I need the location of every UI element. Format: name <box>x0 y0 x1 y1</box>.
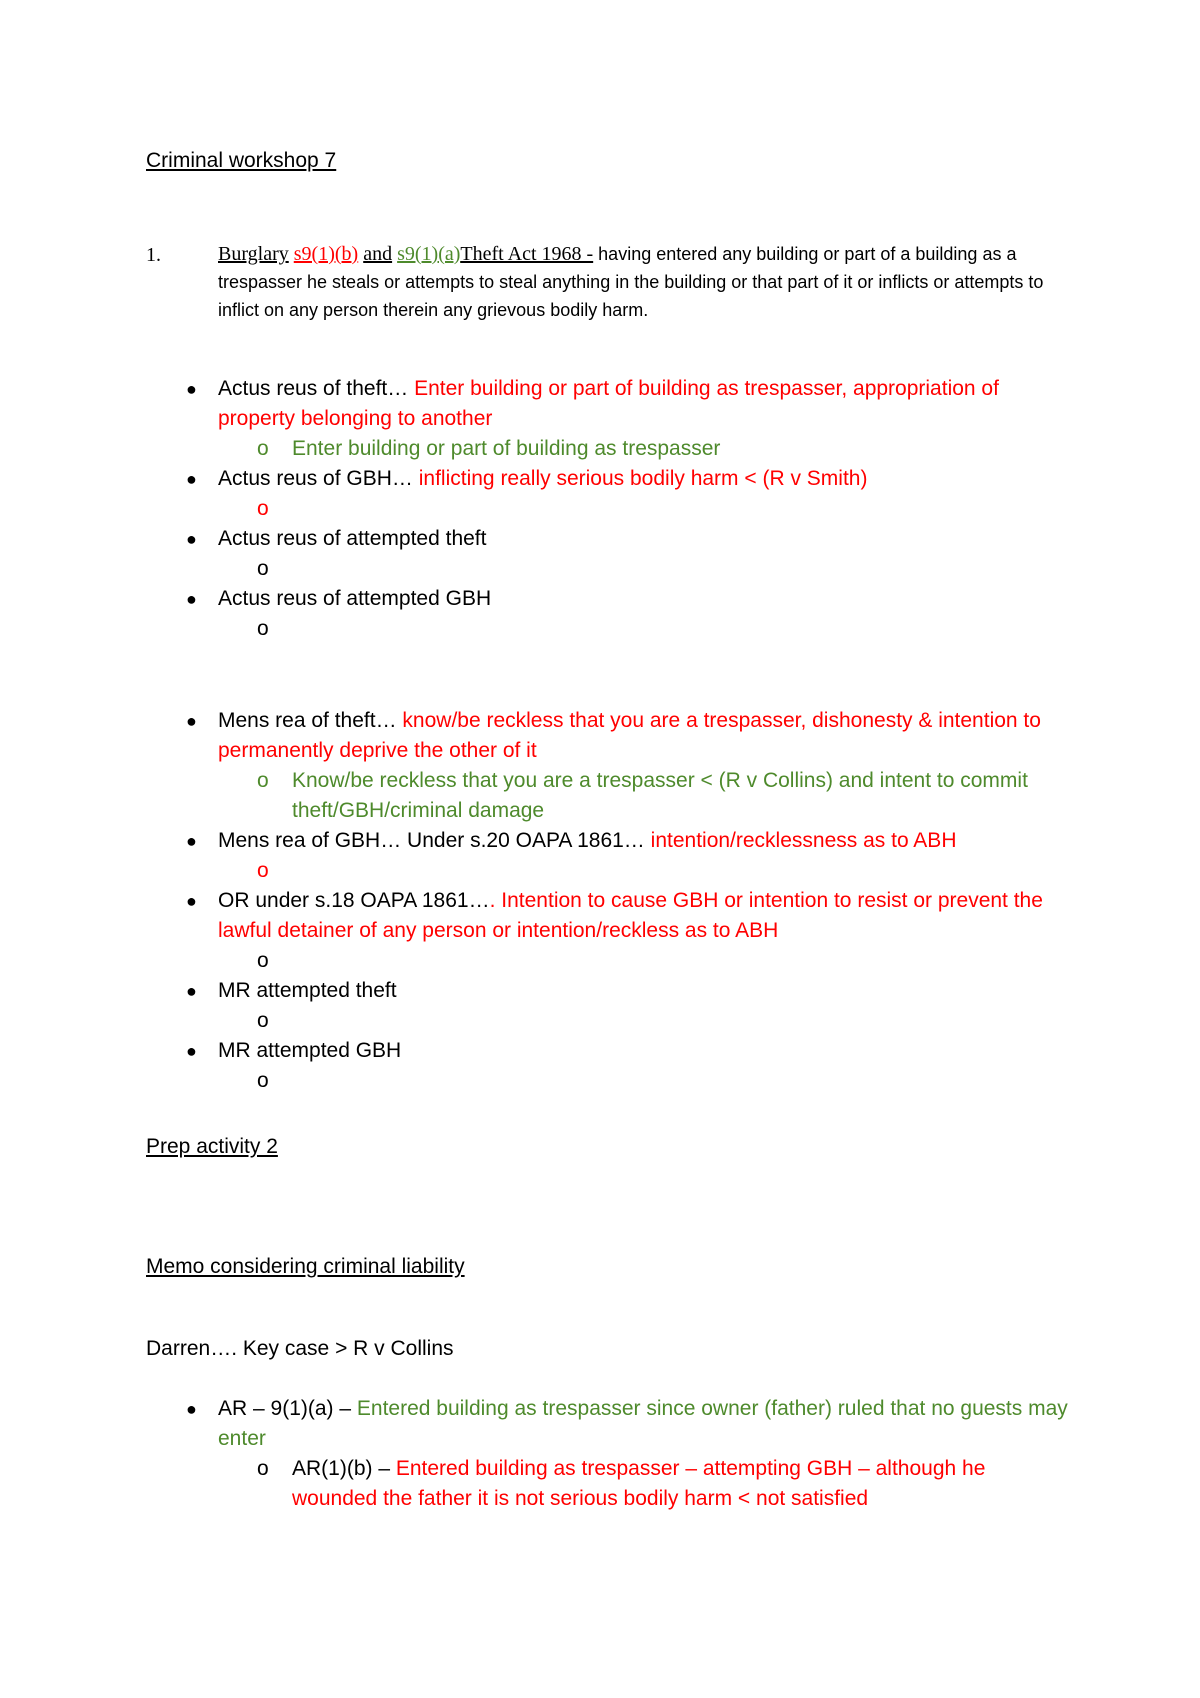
darren-paragraph: Darren…. Key case > R v Collins <box>146 1337 454 1360</box>
bullet-answer: know/be reckless that you are a trespasser, dishonesty & intention to permanently deprive the other of it <box>218 709 1041 762</box>
bullet-answer: inflicting really serious bodily harm < (R v Smith) <box>418 467 868 490</box>
burglary-definition <box>218 240 1068 324</box>
sub-bullet-glyph: o <box>257 497 269 520</box>
prep-activity-heading: Prep activity 2 <box>146 1135 278 1158</box>
bullet-label: Mens rea of theft… <box>218 709 403 732</box>
page-title: Criminal workshop 7 <box>146 149 337 172</box>
mens-item-gbh-s18 <box>146 886 1080 976</box>
bullet-answer: . Intention to cause GBH or intention to resist or prevent the lawful detainer of any person or intention/reckless as to ABH <box>218 889 1043 942</box>
bullet-glyph: ● <box>186 831 197 851</box>
sub-bullet-label: AR(1)(b) – <box>292 1457 396 1480</box>
mens-item-attempted-theft <box>146 976 1080 1036</box>
bullet-answer: Enter building or part of building as trespasser, appropriation of property belonging to another <box>218 377 999 430</box>
mens-item-theft <box>146 706 1080 826</box>
definition-text: having entered any building or part of a building as a trespasser he steals or attempts to steal anything in the building or that part of it or inflicts or attempts to inflict on any person therein any grievous bodily harm. <box>218 244 1044 320</box>
bullet-glyph: ● <box>186 469 197 489</box>
memo-heading: Memo considering criminal liability <box>146 1255 465 1278</box>
actus-item-theft <box>146 374 1080 464</box>
actus-reus-list <box>146 374 1080 644</box>
memo-item-ar-9-1-a <box>146 1394 1080 1514</box>
bullet-glyph: ● <box>186 1041 197 1061</box>
bullet-glyph: ● <box>186 529 197 549</box>
bullet-answer: Entered building as trespasser since owner (father) ruled that no guests may enter <box>218 1397 1068 1450</box>
bullet-glyph: ● <box>186 981 197 1001</box>
mens-item-gbh-s20 <box>146 826 1080 886</box>
bullet-answer: intention/recklessness as to ABH <box>650 829 957 852</box>
bullet-glyph: ● <box>186 1399 197 1419</box>
burglary-term: Burglary <box>218 243 289 265</box>
bullet-label: MR attempted GBH <box>218 1039 402 1062</box>
sub-bullet-glyph: o <box>257 859 269 882</box>
numbered-item-1 <box>146 240 1080 324</box>
bullet-glyph: ● <box>186 711 197 731</box>
and-word: and <box>363 243 393 265</box>
memo-list <box>146 1394 1080 1514</box>
mens-item-attempted-gbh <box>146 1036 1080 1096</box>
bullet-glyph: ● <box>186 379 197 399</box>
actus-item-attempted-gbh <box>146 584 1080 644</box>
sub-bullet-text: Enter building or part of building as trespasser <box>292 437 721 460</box>
mens-rea-list <box>146 706 1080 1096</box>
bullet-label: Actus reus of attempted theft <box>218 527 487 550</box>
sub-bullet-glyph: o <box>257 557 269 580</box>
theft-act-ref: Theft Act 1968 - <box>460 243 594 265</box>
sub-bullet-glyph: o <box>257 437 269 460</box>
sub-bullet-answer: Entered building as trespasser – attempting GBH – although he wounded the father it is not serious bodily harm < not satisfied <box>292 1457 986 1510</box>
bullet-label: Actus reus of GBH… <box>218 467 419 490</box>
sub-bullet-glyph: o <box>257 617 269 640</box>
bullet-label: MR attempted theft <box>218 979 397 1002</box>
item-number: 1. <box>146 244 161 266</box>
sub-bullet-glyph: o <box>257 1457 269 1480</box>
sub-bullet-glyph: o <box>257 1069 269 1092</box>
section-9-1-a: s9(1)(a) <box>397 243 461 265</box>
section-9-1-b: s9(1)(b) <box>293 243 359 265</box>
bullet-glyph: ● <box>186 589 197 609</box>
sub-bullet-glyph: o <box>257 1009 269 1032</box>
sub-bullet-glyph: o <box>257 769 269 792</box>
bullet-glyph: ● <box>186 891 197 911</box>
bullet-label: Actus reus of attempted GBH <box>218 587 492 610</box>
actus-item-attempted-theft <box>146 524 1080 584</box>
bullet-label: AR – 9(1)(a) – <box>218 1397 357 1420</box>
sub-bullet-glyph: o <box>257 949 269 972</box>
bullet-label: Mens rea of GBH… Under s.20 OAPA 1861… <box>218 829 651 852</box>
bullet-label: OR under s.18 OAPA 1861… <box>218 889 490 912</box>
sub-bullet-text: Know/be reckless that you are a trespasser < (R v Collins) and intent to commit theft/GBH/criminal damage <box>292 769 1028 822</box>
actus-item-gbh <box>146 464 1080 524</box>
bullet-label: Actus reus of theft… <box>218 377 415 400</box>
